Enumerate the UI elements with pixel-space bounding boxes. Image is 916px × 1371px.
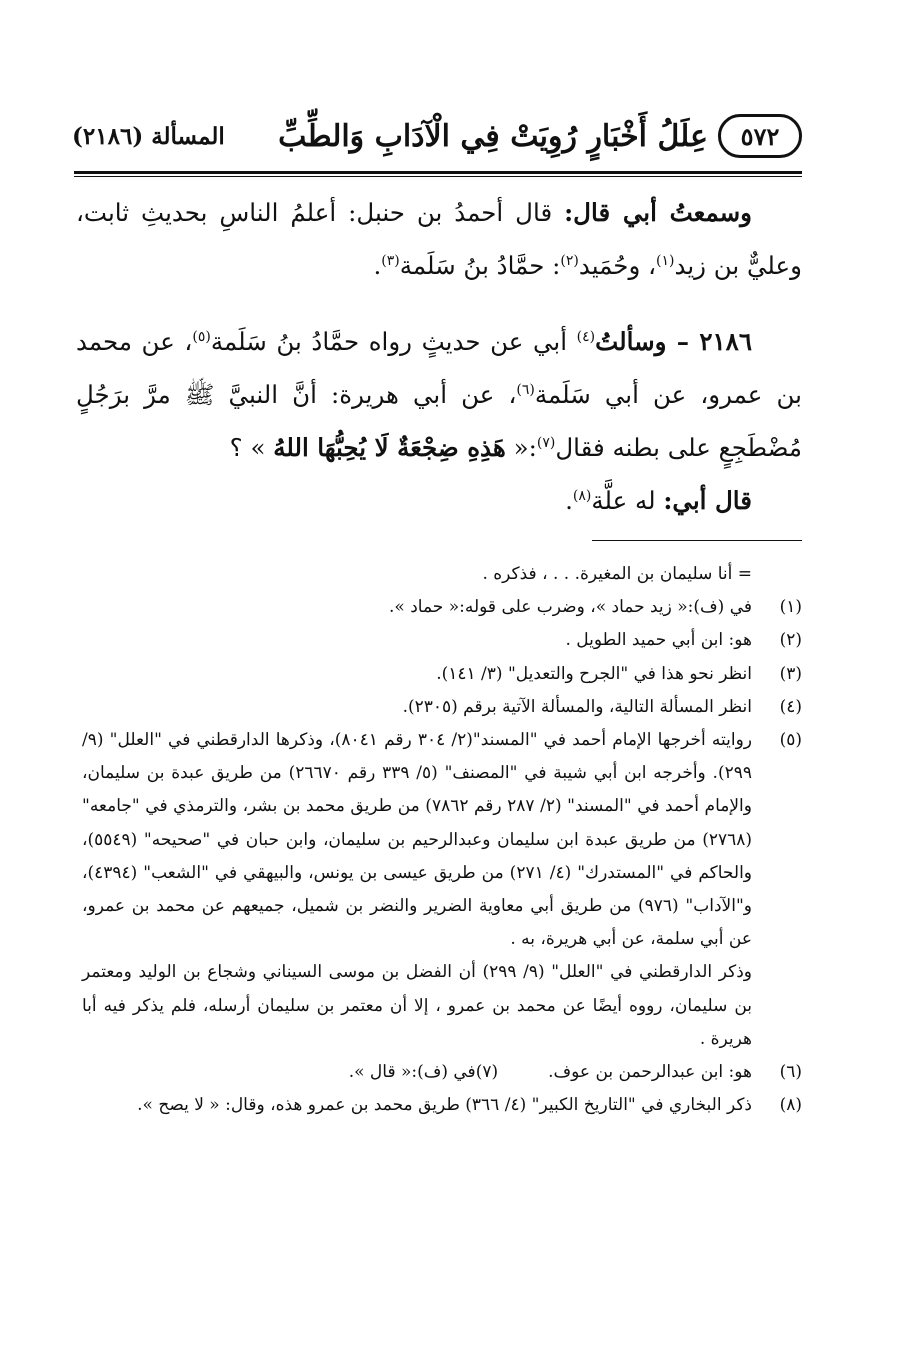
footnote-number: (٥) [779,730,802,751]
footnote-5-continued: وذكر الدارقطني في "العلل" (٩/ ٢٩٩) أن الفضل بن موسى السيناني وشجاع بن الوليد ومعتمر بن سليمان، رووه أيضًا عن محمد بن عمرو ، إلا أن معتمر بن سليمان أرسله، فلم يذكر فيه أبا هريرة . [82,962,753,1049]
text: ، عن أبي هريرة: أنَّ النبيَّ ﷺ مرَّ برَجُلٍ مُضْطَجِعٍ على بطنه فقال [76,380,802,462]
footnote-text: روايته أخرجها الإمام أحمد في "المسند"(٢/ ٣٠٤ رقم ٨٠٤١)، وذكرها الدارقطني في "العلل" (٩/ ٢٩٩). وأخرجه ابن أبي شيبة في "المصنف" (٥/ ٣٣٩ رقم ٢٦٦٧٠) من طريق عبدة بن سليمان، والإمام أحمد في "المسند" (٢/ ٢٨٧ رقم ٧٨٦٢) من طريق محمد بن بشر، والترمذي في "جامعه" (٢٧٦٨) من طريق عبدة ابن سليمان وعبدالرحيم بن سليمان، وابن حبان في "صحيحه" (٥٥٤٩)، والحاكم في "المستدرك" (٤/ ٢٧١) من طريق عيسى بن يونس، والبيهقي في "الشعب" (٤٣٩٤)، و"الآداب" (٩٧٦) من طريق أبي معاوية الضرير والنضر بن شميل، جميعهم عن محمد بن عمرو، عن أبي سلمة، عن أبي هريرة، به . [82,730,753,950]
text: . [565,486,573,515]
footnote-text: هو: ابن عبدالرحمن بن عوف. [548,1062,752,1083]
text: :« [505,433,537,462]
footnote-4 [82,691,802,724]
speaker: وسمعتُ أبي قال: [564,198,753,227]
footnote-text: ذكر البخاري في "التاريخ الكبير" (٤/ ٣٦٦) طريق محمد بن عمرو هذه، وقال: « لا يصح ». [137,1095,752,1116]
paragraph-2 [76,315,802,474]
hadith-quote: هَذِهِ ضِجْعَةٌ لَا يُحِبُّهَا اللهُ [273,433,506,462]
footnote-ref[interactable]: (٤) [576,328,596,345]
text: ، عن محمد بن عمرو، عن أبي سَلَمة [76,327,802,409]
text: » ؟ [229,433,274,462]
footnote-number: (٧) [475,1062,499,1083]
footnote-separator [592,540,802,541]
footnote-ref[interactable]: (٦) [516,381,535,398]
footnote-number: (١) [779,597,802,618]
footnote-number: (٤) [779,696,802,717]
text: ، وحُمَيد [578,251,656,280]
footnote-number: (٨) [779,1095,802,1116]
footnotes [82,558,802,1122]
running-header [72,108,802,164]
footnote-text: انظر نحو هذا في "الجرح والتعديل" (٣/ ١٤١). [436,663,752,684]
speaker: قال أبي: [663,486,752,515]
footnote-8 [82,1089,802,1122]
footnote-ref[interactable]: (٣) [381,252,400,269]
page-number: ٥٧٢ [718,114,802,158]
footnote-text: هو: ابن أبي حميد الطويل . [565,630,752,651]
paragraph-1 [76,186,802,292]
footnote-number: (٦) [779,1062,802,1083]
footnote-1 [82,591,802,624]
text: أبي عن حديثٍ رواه حمَّادُ بنُ سَلَمة [210,327,567,356]
footnote-number: (٣) [779,663,802,684]
header-rule [74,171,802,174]
footnote-ref[interactable]: (٨) [572,487,592,504]
footnote-ref[interactable]: (٢) [560,252,579,269]
footnote-6-7 [82,1056,802,1089]
paragraph-3 [76,474,802,527]
footnote-text: في (ف):« قال ». [348,1062,476,1083]
text: . [373,251,382,280]
footnote-text: في (ف):« زيد حماد »، وضرب على قوله:« حماد ». [389,597,752,618]
footnote-ref[interactable]: (١) [655,252,675,269]
footnote-ref[interactable]: (٥) [192,328,211,345]
main-text [76,186,802,527]
issue-heading: ٢١٨٦ – وسألتُ [595,327,752,356]
footnote-ref[interactable]: (٧) [536,434,556,451]
footnote-continuation: = أنا سليمان بن المغيرة. . . ، فذكره . [482,564,752,584]
footnote-number: (٢) [779,630,802,651]
text: : حمَّادُ بنُ سَلَمة [399,251,561,280]
text: قال أحمدُ بن حنبل: أعلمُ الناسِ بحديثِ ثابت، وعليٌّ بن زيد [76,198,802,280]
footnote-2 [82,624,802,657]
header-rule-thin [74,176,802,177]
chapter-title: عِلَلُ أَخْبَارٍ رُوِيَتْ فِي الْآدَابِ وَالطِّبِّ [278,118,708,154]
text: له علَّة [591,486,656,515]
footnote-3 [82,658,802,691]
footnote-text: انظر المسألة التالية، والمسألة الآتية برقم (٢٣٠٥). [402,696,752,717]
issue-number: المسألة (٢١٨٦) [72,122,225,150]
footnote-5 [82,724,802,956]
